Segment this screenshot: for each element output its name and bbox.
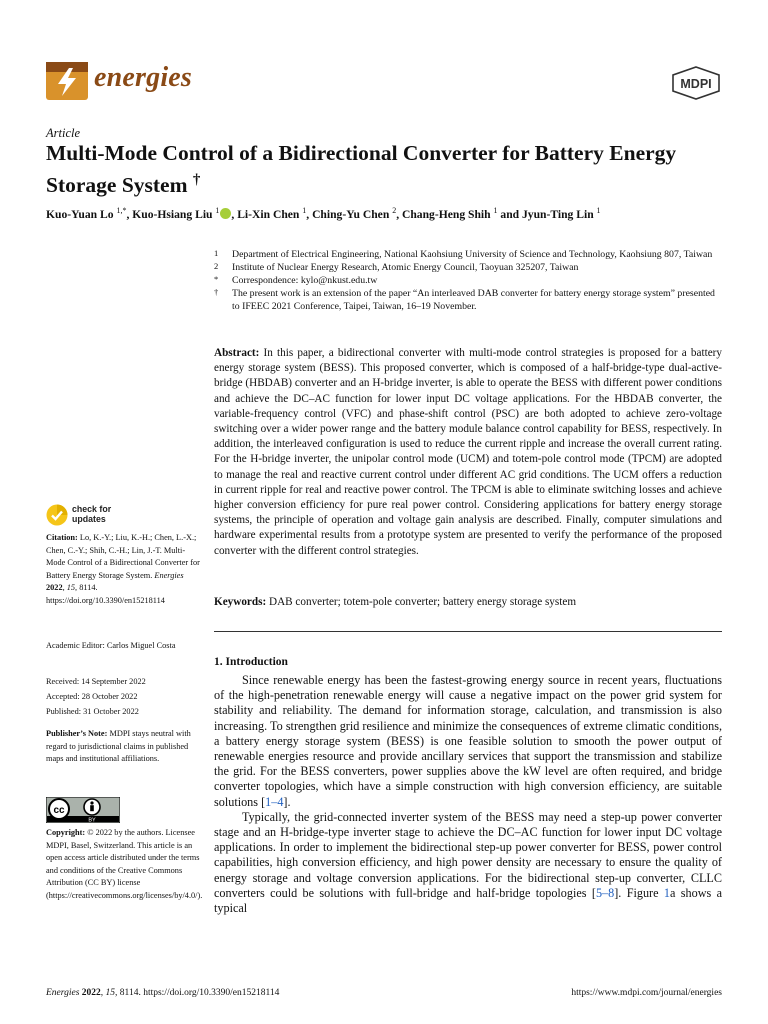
academic-editor: Academic Editor: Carlos Miguel Costa [46, 641, 176, 650]
affiliation-mark: * [214, 274, 219, 284]
affiliation-text: Correspondence: kylo@nkust.edu.tw [232, 275, 378, 286]
affiliation-item [214, 261, 724, 274]
svg-text:cc: cc [53, 805, 65, 816]
author-separator: and [497, 207, 522, 221]
author-separator: , [231, 207, 238, 221]
author-name: Ching-Yu Chen [312, 207, 390, 221]
affiliation-item [214, 287, 724, 313]
affiliations [214, 248, 724, 313]
section-heading: 1. Introduction [214, 656, 288, 668]
author-affiliation-mark: 1 [302, 206, 307, 215]
author-name: Li-Xin Chen [237, 207, 300, 221]
author-affiliation-mark: 2 [392, 206, 397, 215]
author-name: Kuo-Hsiang Liu [132, 207, 213, 221]
author-affiliation-mark: 1 [215, 206, 220, 215]
affiliation-text: Department of Electrical Engineering, National Kaohsiung University of Science and Technology, Kaohsiung 807, Taiwan [232, 249, 713, 260]
journal-header [46, 62, 722, 102]
article-type: Article [46, 126, 81, 140]
author-affiliation-mark: 1 [493, 206, 498, 215]
author-name: Jyun-Ting Lin [522, 207, 594, 221]
copyright-notice: Copyright: © 2022 by the authors. Licensee MDPI, Basel, Switzerland. This article is an open access article distributed under the terms and conditions of the Creative Commons Attribution (CC BY) license (https://creativecommons.org/licenses/by/4.0/). [46, 828, 203, 900]
mdpi-logo-icon [670, 66, 722, 100]
footer-citation: Energies 2022, 15, 8114. https://doi.org/10.3390/en15218114 [46, 988, 280, 998]
svg-text:BY: BY [88, 817, 96, 823]
accepted-date: Accepted: 28 October 2022 [46, 692, 138, 701]
received-date: Received: 14 September 2022 [46, 677, 146, 686]
affiliation-item [214, 248, 724, 261]
publisher-note: Publisher’s Note: MDPI stays neutral with regard to jurisdictional claims in published maps and institutional affiliations. [46, 729, 191, 763]
check-for-updates-button[interactable]: check for updates [46, 504, 126, 528]
author-affiliation-mark: 1,* [116, 206, 127, 215]
author-separator: , [396, 207, 402, 221]
citation-link[interactable]: 5–8 [595, 885, 615, 900]
check-for-updates-icon [46, 504, 68, 526]
cc-by-license-icon[interactable] [46, 797, 120, 823]
affiliation-mark: † [214, 287, 219, 297]
citation-block: Citation: Lo, K.-Y.; Liu, K.-H.; Chen, L.-X.; Chen, C.-Y.; Shih, C.-H.; Lin, J.-T. Multi-Mode Control of a Bidirectional Converter for Battery Energy Storage System. Energies 2022, 15, 8114. https://doi.org/10.3390/en15218114 [46, 533, 200, 605]
author-name: Chang-Heng Shih [401, 207, 491, 221]
published-date: Published: 31 October 2022 [46, 707, 139, 716]
abstract: Abstract: In this paper, a bidirectional converter with multi-mode control strategies is proposed for a battery energy storage system (BESS). This proposed converter, which is composed of a half-bridge-type dual-active-bridge (HBDAB) converter and an H-bridge inverter, is able to operate the BESS with different power conditions and achieve the DC–AC function for lower input DC voltage applications. For the HBDAB converter, the variable-frequency control (VFC) and phase-shift control (PSC) are both adopted to achieve zero-voltage switching over a wider power range and the battery module balance control capability for BESS, respectively. In addition, the interleaved configuration is used to reduce the current ripple and increase the overall current rating. For the H-bridge inverter, the unipolar control mode (UCM) and totem-pole control mode (TPCM) are adopted to manage the real and reactive current control under different AC grid conditions. The UCM offers a reduction in current ripple for real and reactive power control. The TPCM is able to eliminate switching losses and achieve higher conversion efficiency for pure real power control. Considering applications for battery energy storage systems, the principle of operation and voltage gain analysis are described. Finally, computer simulations and hardware experimental results from a prototype system are presented to verify the performance of the proposed converter with the different control strategies. [214, 347, 722, 557]
article-title: Multi-Mode Control of a Bidirectional Converter for Battery Energy Storage System † [46, 141, 677, 198]
paragraph: Since renewable energy has been the fastest-growing energy source in recent years, fluctuations of the high-penetration renewable energy will cause a negative impact on the power grid system for stability and reliability. The demand for information storage, calculation, and transmission is also increasing. To strengthen grid resilience and minimize the consequences of extreme climatic conditions, a battery energy storage system (BESS) is one feasible solution to smooth the power output of renewable energies resource and provide ancillary services that support the transmission and stabilize the grid. For the BESS converters, power supplies above the kW level are often required, and bridge converter topologies, which have a simple construction with high conversion efficiency, are suitable solutions [1–4]. [214, 673, 722, 809]
author-name: Kuo-Yuan Lo [46, 207, 114, 221]
section-divider [214, 631, 722, 632]
paragraph: Typically, the grid-connected inverter system of the BESS may need a step-up power converter stage and an H-bridge-type inverter stage to achieve the DC–AC function for lower input DC voltage applications. In order to implement the bidirectional step-up power converter for BESS, power control capabilities, high conversion efficiency, and high power density are necessary to ensure the quality of energy storage and voltage conversion applications. For the bidirectional step-up converter, CLLC converters could be solutions with full-bridge and half-bridge topologies [5–8]. Figure 1a shows a typical [214, 809, 723, 916]
affiliation-mark: 1 [214, 248, 219, 258]
author-separator: , [306, 207, 313, 221]
affiliation-text: Institute of Nuclear Energy Research, Atomic Energy Council, Taoyuan 325207, Taiwan [232, 262, 579, 273]
journal-name: energies [94, 62, 193, 93]
affiliation-text: The present work is an extension of the paper “An interleaved DAB converter for battery energy storage system” presented to IFEEC 2021 Conference, Taipei, Taiwan, 16–19 November. [232, 288, 715, 312]
energies-logo-icon [46, 62, 88, 100]
author-affiliation-mark: 1 [596, 206, 601, 215]
keywords: Keywords: DAB converter; totem-pole converter; battery energy storage system [214, 596, 577, 608]
figure-link[interactable]: 1 [663, 885, 670, 900]
journal-url-link[interactable]: https://www.mdpi.com/journal/energies [571, 988, 722, 998]
introduction-text [214, 673, 722, 916]
orcid-icon[interactable] [220, 208, 231, 219]
svg-text:MDPI: MDPI [680, 77, 712, 91]
author-separator: , [126, 207, 133, 221]
affiliation-mark: 2 [214, 261, 219, 271]
affiliation-item [214, 274, 724, 287]
author-list [46, 206, 736, 221]
citation-link[interactable]: 1–4 [265, 794, 284, 809]
